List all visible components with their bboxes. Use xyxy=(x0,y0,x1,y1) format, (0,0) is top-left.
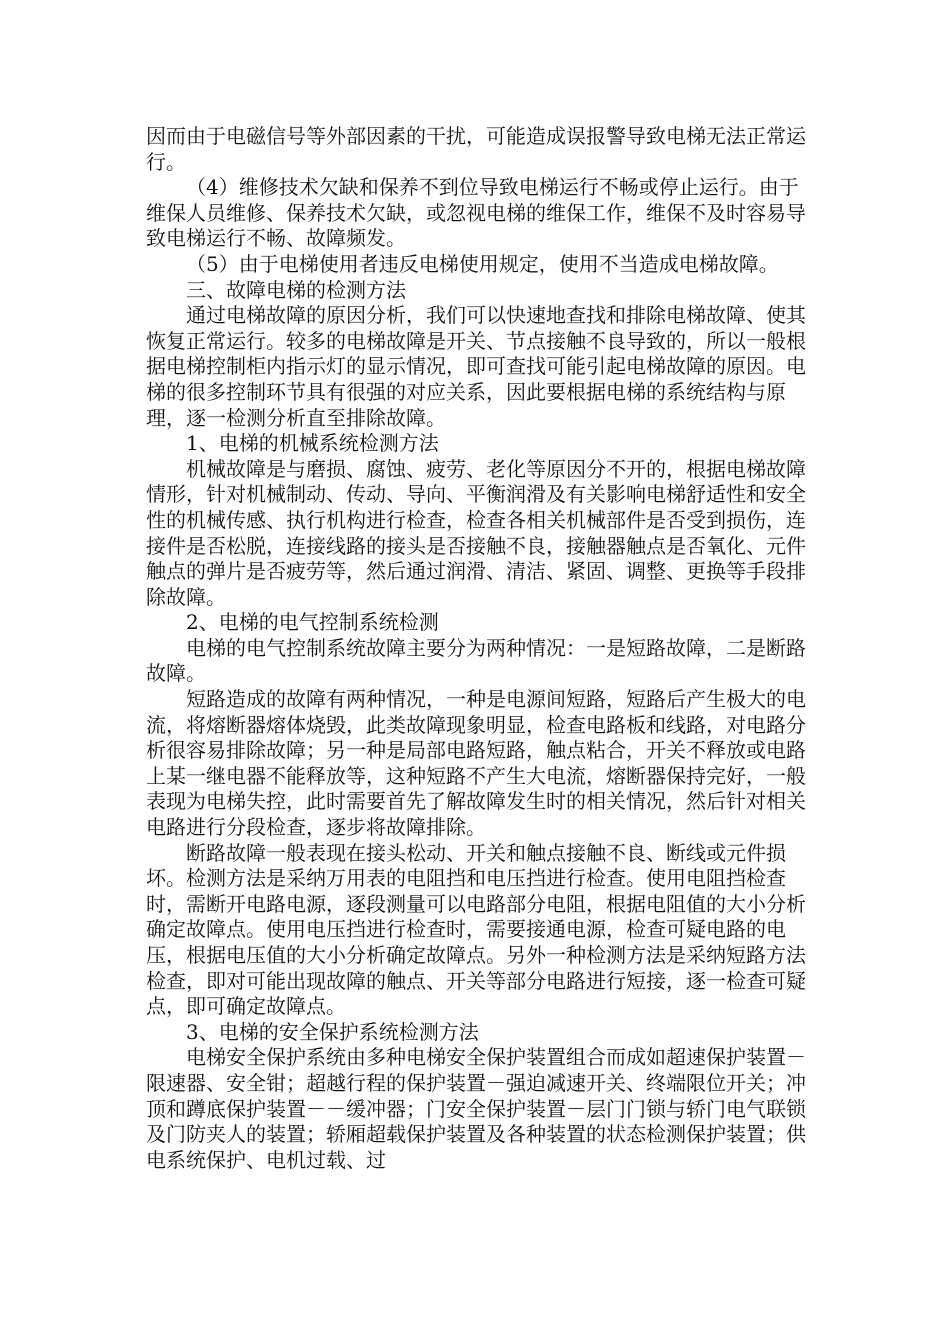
document-page xyxy=(146,124,810,1173)
paragraph-short-circuit: 短路造成的故障有两种情况，一种是电源间短路，短路后产生极大的电流，将熔断器熔体烧毁，此类故障现象明显，检查电路板和线路，对电路分析很容易排除故障；另一种是局部电路短路，触点粘合，开关不释放或电路上某一继电器不能释放等，这种短路不产生大电流，熔断器保持完好，一般表现为电梯失控，此时需要首先了解故障发生时的相关情况，然后针对相关电路进行分段检查，逐步将故障排除。 xyxy=(146,687,806,840)
subheading-safety: 3、电梯的安全保护系统检测方法 xyxy=(186,1019,479,1044)
paragraph-item-4: （4）维修技术欠缺和保养不到位导致电梯运行不畅或停止运行。由于维保人员维修、保养技术欠缺，或忽视电梯的维保工作，维保不及时容易导致电梯运行不畅、故障频发。 xyxy=(146,175,806,251)
paragraph-electrical-intro: 电梯的电气控制系统故障主要分为两种情况：一是短路故障，二是断路故障。 xyxy=(146,635,806,686)
paragraph-safety: 电梯安全保护系统由多种电梯安全保护装置组合而成如超速保护装置－限速器、安全钳；超越行程的保护装置－强迫减速开关、终端限位开关；冲顶和蹲底保护装置－－缓冲器；门安全保护装置－层门门锁与轿门电气联锁及门防夹人的装置；轿厢超载保护装置及各种装置的状态检测保护装置；供电系统保护、电机过载、过 xyxy=(146,1045,806,1172)
paragraph-mechanical: 机械故障是与磨损、腐蚀、疲劳、老化等原因分不开的，根据电梯故障情形，针对机械制动、传动、导向、平衡润滑及有关影响电梯舒适性和安全性的机械传感、执行机构进行检查，检查各相关机械部件是否受到损伤，连接件是否松脱，连接线路的接头是否接触不良，接触器触点是否氧化、元件触点的弹片是否疲劳等，然后通过润滑、清洁、紧固、调整、更换等手段排除故障。 xyxy=(146,456,806,609)
section-heading-detection-methods: 三、故障电梯的检测方法 xyxy=(186,277,406,302)
paragraph-open-circuit: 断路故障一般表现在接头松动、开关和触点接触不良、断线或元件损坏。检测方法是采纳万用表的电阻挡和电压挡进行检查。使用电阻挡检查时，需断开电路电源，逐段测量可以电路部分电阻，根据电阻值的大小分析确定故障点。使用电压挡进行检查时，需要接通电源，检查可疑电路的电压，根据电压值的大小分析确定故障点。另外一种检测方法是采纳短路方法检查，即对可能出现故障的触点、开关等部分电路进行短接，逐一检查可疑点，即可确定故障点。 xyxy=(146,840,806,1019)
subheading-electrical: 2、电梯的电气控制系统检测 xyxy=(186,610,439,635)
paragraph-item-5: （5）由于电梯使用者违反电梯使用规定，使用不当造成电梯故障。 xyxy=(186,251,779,276)
subheading-mechanical: 1、电梯的机械系统检测方法 xyxy=(186,431,439,456)
paragraph-continuation: 因而由于电磁信号等外部因素的干扰，可能造成误报警导致电梯无法正常运行。 xyxy=(146,124,806,174)
paragraph-detection-intro: 通过电梯故障的原因分析，我们可以快速地查找和排除电梯故障、使其恢复正常运行。较多的电梯故障是开关、节点接触不良导致的，所以一般根据电梯控制柜内指示灯的显示情况，即可查找可能引起电梯故障的原因。电梯的很多控制环节具有很强的对应关系，因此要根据电梯的系统结构与原理，逐一检测分析直至排除故障。 xyxy=(146,303,806,430)
